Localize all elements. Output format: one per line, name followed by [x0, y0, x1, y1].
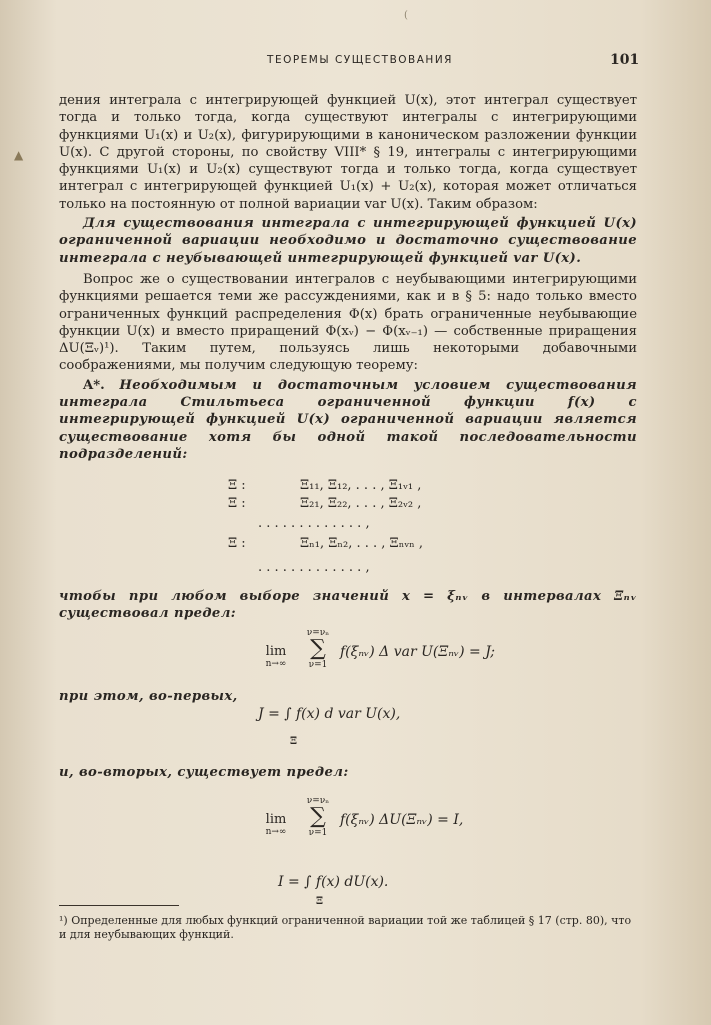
condition-second	[59, 764, 637, 781]
sum-lower: ν=1	[308, 828, 328, 838]
after-matrix	[59, 588, 637, 623]
theorem-text: Необходимым и достаточным условием существования интеграла Стильтьеса ограниченной функции f(x) с интегрирующей функцией U(x) ограниченной вариации является существование хотя бы одной такой последовательности подразделений:	[59, 377, 637, 462]
theorem	[59, 377, 637, 463]
matrix-dots-text: . . . . . . . . . . . . . ,	[258, 516, 370, 531]
sum-operator	[298, 628, 338, 670]
matrix-row-label: Ξ :	[228, 496, 246, 511]
matrix-row-items: Ξ₂₁, Ξ₂₂, . . . , Ξ₂ᵥ₂ ,	[300, 496, 422, 511]
sum-upper: ν=νₙ	[306, 796, 330, 806]
formula-J-integral	[258, 706, 498, 722]
margin-mark: ▲	[14, 148, 24, 162]
body-text-upper	[59, 92, 637, 463]
lim-text: lim	[265, 812, 287, 827]
sum-lower: ν=1	[308, 660, 328, 670]
matrix-row-label: Ξ :	[228, 536, 246, 551]
theorem-label: A*.	[83, 377, 105, 393]
sigma-symbol: ∑	[310, 804, 326, 829]
lim-subscript: n→∞	[265, 659, 287, 669]
sum-upper: ν=νₙ	[306, 628, 330, 638]
sigma-symbol: ∑	[310, 636, 326, 661]
matrix-row-items: Ξₙ₁, Ξₙ₂, . . . , Ξₙᵥₙ ,	[300, 536, 424, 551]
matrix-dots-text: . . . . . . . . . . . . . ,	[258, 560, 370, 575]
condition-first	[59, 688, 637, 705]
running-title: ТЕОРЕМЫ СУЩЕСТВОВАНИЯ	[267, 54, 453, 66]
formula-limit-I	[256, 796, 556, 848]
scan-mark: (	[404, 10, 408, 21]
integral-domain: Ξ	[316, 896, 324, 907]
footnote: ¹) Определенные для любых функций ограниченной вариации той же таблицей § 17 (стр. 80), что и для неубывающих функций.	[59, 914, 632, 941]
lim-subscript: n→∞	[265, 827, 287, 837]
sum-operator	[298, 796, 338, 838]
condition-second-text: и, во-вторых, существует предел:	[59, 765, 349, 780]
page-header	[0, 52, 711, 72]
footnote-rule	[59, 905, 179, 906]
integral-domain: Ξ	[290, 736, 298, 747]
paragraph-1: дения интеграла с интегрирующей функцией U(x), этот интеграл существует тогда и только тогда, когда существуют интегралы с интегрирующими функциями U₁(x) и U₂(x), фигурирующими в каноническом разложении функции U(x). С другой стороны, по свойству VIII* § 19, интегралы с интегрирующими функциями U₁(x) и U₂(x) существуют тогда и только тогда, когда существует интеграл с интегрирующей функцией U₁(x) + U₂(x), которая может отличаться только на постоянную от полной вариации var U(x). Таким образом:	[59, 93, 637, 212]
formula-I-integral	[278, 874, 518, 890]
matrix-row-items: Ξ₁₁, Ξ₁₂, . . . , Ξ₁ᵥ₁ ,	[300, 478, 422, 493]
subdivision-matrix	[228, 478, 508, 578]
matrix-row-label: Ξ :	[228, 478, 246, 493]
formula-limit-J	[256, 628, 556, 680]
formula-J-text: J = ∫ f(x) d var U(x),	[258, 706, 401, 722]
page-number: 101	[610, 52, 640, 68]
formula-I-text: I = ∫ f(x) dU(x).	[278, 874, 389, 890]
after-matrix-text: чтобы при любом выборе значений x = ξₙᵥ в интервалах Ξₙᵥ существовал предел:	[59, 589, 637, 622]
statement-1: Для существования интеграла с интегрирующей функцией U(x) ограниченной вариации необходимо и достаточно существование интеграла с неубывающей интегрирующей функцией var U(x).	[59, 216, 637, 266]
formula-body: f(ξₙᵥ) Δ var U(Ξₙᵥ) = J;	[340, 644, 495, 660]
lim-operator	[256, 644, 296, 669]
paragraph-2: Вопрос же о существовании интегралов с неубывающими интегрирующими функциями решается теми же рассуждениями, как и в § 5: надо только вместо ограниченных функций распределения Φ(x) брать ограниченные неубывающие функции U(x) и вместо приращений Φ(xᵥ) − Φ(xᵥ₋₁) — собственные приращения ΔU(Ξᵥ)¹). Таким путем, пользуясь лишь некоторыми добавочными соображениями, мы получим следующую теорему:	[59, 271, 637, 374]
lim-text: lim	[265, 644, 287, 659]
lim-operator	[256, 812, 296, 837]
condition-first-text: при этом, во-первых,	[59, 689, 238, 704]
formula-body: f(ξₙᵥ) ΔU(Ξₙᵥ) = I,	[340, 812, 464, 828]
